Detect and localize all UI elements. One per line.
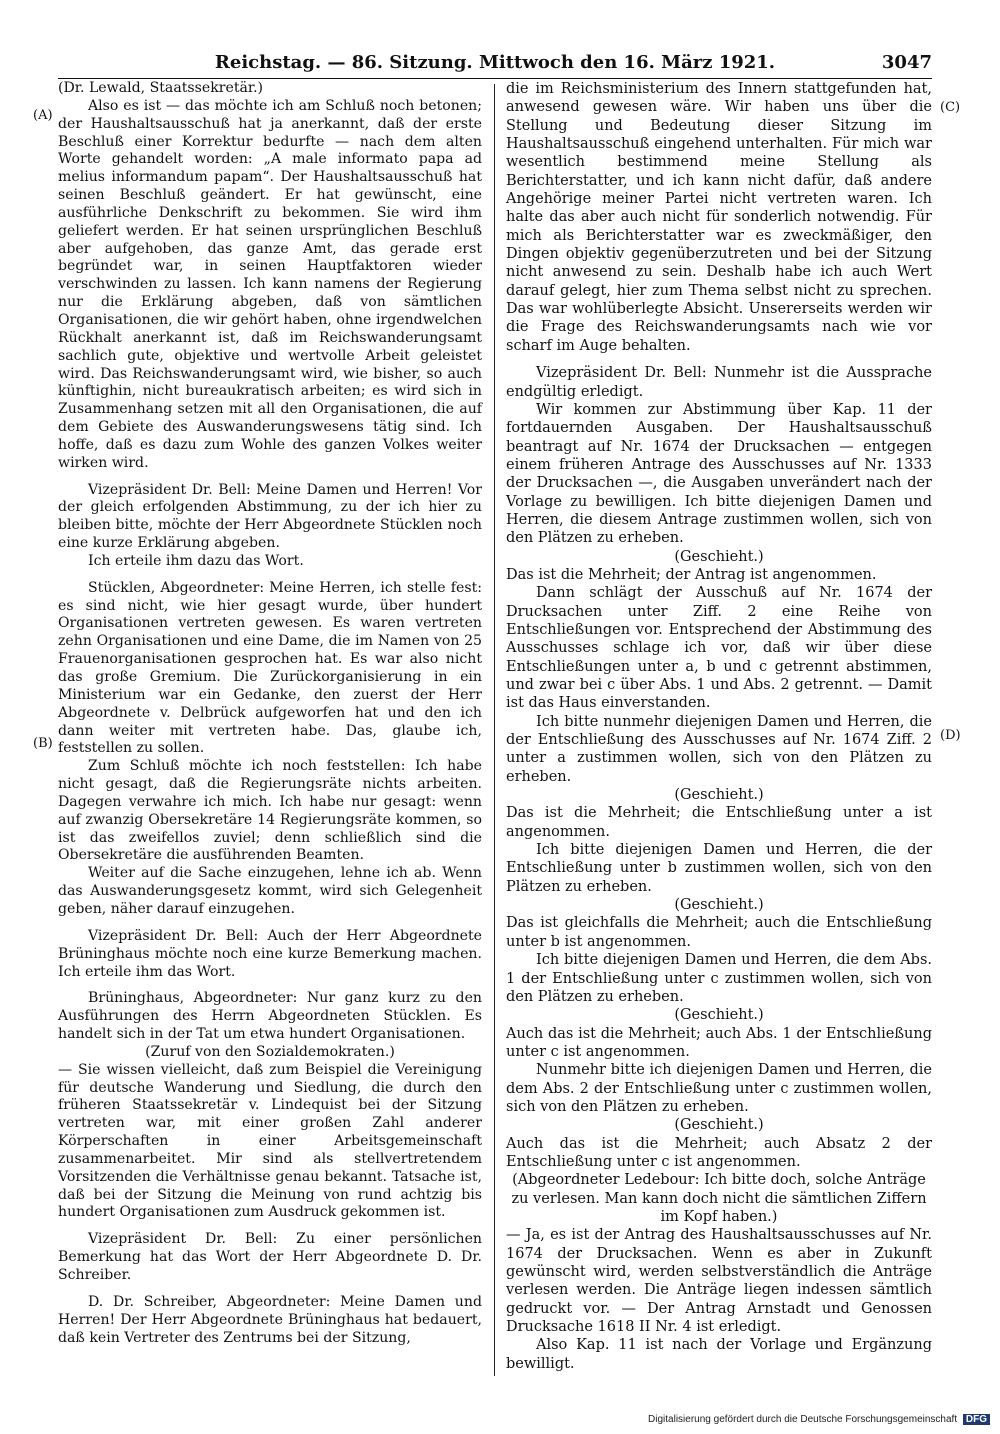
paragraph: Das ist gleichfalls die Mehrheit; auch die Entschließung unter b ist angenommen. bbox=[506, 915, 932, 950]
column-divider bbox=[494, 84, 495, 1376]
digitization-credit bbox=[648, 1414, 990, 1425]
credit-text: Digitalisierung gefördert durch die Deutsche Forschungsgemeinschaft bbox=[648, 1414, 958, 1425]
right-column bbox=[506, 80, 932, 1373]
running-title: Reichstag. — 86. Sitzung. Mittwoch den 16. März 1921. bbox=[214, 52, 776, 73]
interjection: (Geschieht.) bbox=[674, 548, 764, 565]
paragraph: — Ja, es ist der Antrag des Haushaltsausschusses auf Nr. 1674 der Drucksachen. Wenn es aber in Zukunft gewünscht wird, werden selbstverständlich die Anträge verlesen werden. Die Anträge liegen indessen sämtlich gedruckt vor. — Der Antrag Arnstadt und Genossen Drucksache 1618 II Nr. 4 ist erledigt. bbox=[506, 1227, 932, 1336]
interjection: (Geschieht.) bbox=[674, 1117, 764, 1134]
paragraph: Ich bitte diejenigen Damen und Herren, die dem Abs. 1 der Entschließung unter c zustimmen wollen, sich von den Plätzen zu erheben. bbox=[506, 952, 932, 1005]
paragraph: Das ist die Mehrheit; der Antrag ist angenommen. bbox=[506, 566, 877, 583]
paragraph: Vizepräsident Dr. Bell: Nunmehr ist die Aussprache endgültig erledigt. bbox=[506, 365, 932, 400]
paragraph: Nunmehr bitte ich diejenigen Damen und Herren, die dem Abs. 2 der Entschließung unter c zustimmen wollen, sich von den Plätzen zu erheben. bbox=[506, 1062, 932, 1115]
margin-mark-d: (D) bbox=[940, 728, 961, 743]
paragraph: Das ist die Mehrheit; die Entschließung unter a ist angenommen. bbox=[506, 805, 932, 840]
paragraph: Vizepräsident Dr. Bell: Meine Damen und Herren! Vor der gleich erfolgenden Abstimmung, zu der ich hier zu bleiben bitte, möchte der Herr Abgeordnete Stücklen noch eine kurze Erklärung abgeben. bbox=[58, 481, 482, 552]
interjection: (Zuruf von den Sozialdemokraten.) bbox=[145, 1043, 395, 1060]
paragraph: Ich bitte diejenigen Damen und Herren, die der Entschließung unter b zustimmen wollen, sich von den Plätzen zu erheben. bbox=[506, 842, 932, 895]
page-number: 3047 bbox=[881, 52, 932, 73]
paragraph: die im Reichsministerium des Innern stattgefunden hat, anwesend gewesen wäre. Wir haben uns über die Stellung und Bedeutung dieser Sitzung im Haushaltsausschuß eingehend unterhalten. Für mich war wesentlich bestimmend meine Stellung als Berichterstatter, und ich kann nicht dafür, daß andere Angehörige meiner Partei nicht vertreten waren. Ich halte das aber auch nicht für sonderlich notwendig. Für mich als Berichterstatter war es zweckmäßiger, den Dingen objektiv gegenüberzutreten und bei der Sitzung nicht anwesend zu sein. Deshalb habe ich auch Wert darauf gelegt, hier zum Thema selbst nicht zu sprechen. Das war wohlüberlegte Absicht. Unsererseits werden wir die Frage des Reichswanderungsamts nach wie vor scharf im Auge behalten. bbox=[506, 81, 932, 354]
margin-mark-a: (A) bbox=[33, 108, 53, 123]
paragraph: — Sie wissen vielleicht, daß zum Beispiel die Vereinigung für deutsche Wanderung und Siedlung, die durch den früheren Staatssekretär v. Lindequist bei der Sitzung vertreten war, mit einer großen Zahl anderer Körperschaften in einer Arbeitsgemeinschaft zusammenarbeitet. Mir sind als stellvertretendem Vorsitzenden die Verhältnisse genau bekannt. Tatsache ist, daß bei der Sitzung die Meinung von rund achtzig bis hundert Organisationen zum Ausdruck gekommen ist. bbox=[58, 1061, 482, 1221]
paragraph: Weiter auf die Sache einzugehen, lehne ich ab. Wenn das Auswanderungsgesetz kommt, wird sich Gelegenheit geben, näher darauf einzugehen. bbox=[58, 865, 482, 917]
paragraph: Also es ist — das möchte ich am Schluß noch betonen; der Haushaltsausschuß hat ja anerkannt, daß der erste Beschluß einer Korrektur bedurfte — nach dem alten Worte gehandelt worden: „A male informato papa ad melius informandum papam“. Der Haushaltsausschuß hat seinen Beschluß geändert. Er hat gewünscht, eine ausführliche Denkschrift zu bekommen. Sie wird ihm geliefert werden. Er hat seinen ursprünglichen Beschluß aber aufgehoben, das ganze Amt, das gerade erst begründet war, in seinen Hauptfaktoren wieder verschwinden zu lassen. Ich kann namens der Regierung nur die Erklärung abgeben, daß von sämtlichen Organisationen, die wir gehört haben, ohne irgendwelchen Rückhalt anerkannt ist, daß im Reichswanderungsamt sachlich gute, objektive und wertvolle Arbeit geleistet wird. Das Reichswanderungsamt wird, wie bisher, so auch künftighin, nicht bureaukratisch arbeiten; es wird sich in Zusammenhang setzen mit all den Organisationen, die auf dem Gebiete des Auswanderungswesens tätig sind. Ich hoffe, daß es dazu zum Wohle des ganzen Volkes weiter wirken wird. bbox=[58, 97, 482, 471]
interjection: (Geschieht.) bbox=[674, 897, 764, 914]
page-header bbox=[58, 48, 932, 79]
paragraph: Stücklen, Abgeordneter: Meine Herren, ich stelle fest: es sind nicht, wie hier gesagt wurde, über hundert Organisationen vertreten gewesen. Es waren vertreten zehn Organisationen und eine Dame, die im Namen von 25 Frauenorganisationen gesprochen hat. Es war also nicht das große Gremium. Die Zurückorganisierung in ein Ministerium war ein Gedanke, den zuerst der Herr Abgeordnete v. Delbrück aufgeworfen hat und den ich dann weiter mit vertreten habe. Das, glaube ich, feststellen zu sollen. bbox=[58, 579, 482, 757]
margin-mark-c: (C) bbox=[940, 100, 961, 115]
paragraph: Dann schlägt der Ausschuß auf Nr. 1674 der Drucksachen unter Ziff. 2 eine Reihe von Entschließungen vor. Entsprechend der Abstimmung des Ausschusses schlage ich vor, daß wir über diese Entschließungen unter a, b und c getrennt abstimmen, und zwar bei c über Abs. 1 und Abs. 2 getrennt. — Damit ist das Haus einverstanden. bbox=[506, 585, 932, 712]
paragraph: Vizepräsident Dr. Bell: Zu einer persönlichen Bemerkung hat das Wort der Herr Abgeordnete D. Dr. Schreiber. bbox=[58, 1231, 482, 1283]
paragraph: Ich bitte nunmehr diejenigen Damen und Herren, die der Entschließung des Ausschusses auf Nr. 1674 Ziff. 2 unter a zustimmen wollen, sich von den Plätzen zu erheben. bbox=[506, 713, 932, 785]
interjection: (Geschieht.) bbox=[674, 1007, 764, 1024]
margin-mark-b: (B) bbox=[33, 736, 53, 751]
paragraph: Vizepräsident Dr. Bell: Auch der Herr Abgeordnete Brüninghaus möchte noch eine kurze Bemerkung machen. Ich erteile ihm das Wort. bbox=[58, 927, 482, 980]
paragraph: Ich erteile ihm dazu das Wort. bbox=[88, 552, 304, 569]
speaker-continuation: (Dr. Lewald, Staatssekretär.) bbox=[58, 80, 264, 96]
paragraph: Also Kap. 11 ist nach der Vorlage und Ergänzung bewilligt. bbox=[506, 1337, 932, 1372]
interjection: (Abgeordneter Ledebour: Ich bitte doch, solche Anträge zu verlesen. Man kann doch nicht die sämtlichen Ziffern im Kopf haben.) bbox=[511, 1172, 927, 1225]
interjection: (Geschieht.) bbox=[674, 787, 764, 804]
left-column bbox=[58, 80, 482, 1347]
dfg-logo: DFG bbox=[963, 1414, 990, 1425]
paragraph: D. Dr. Schreiber, Abgeordneter: Meine Damen und Herren! Der Herr Abgeordnete Brüninghaus hat bedauert, daß kein Vertreter des Zentrums bei der Sitzung, bbox=[58, 1293, 482, 1346]
paragraph: Auch das ist die Mehrheit; auch Abs. 1 der Entschließung unter c ist angenommen. bbox=[506, 1025, 932, 1060]
paragraph: Wir kommen zur Abstimmung über Kap. 11 der fortdauernden Ausgaben. Der Haushaltsausschuß beantragt auf Nr. 1674 der Drucksachen — entgegen einem früheren Antrage des Ausschusses auf Nr. 1333 der Drucksachen —, die Ausgaben unverändert nach der Vorlage zu bewilligen. Ich bitte diejenigen Damen und Herren, die diesem Antrage zustimmen wollen, sich von den Plätzen zu erheben. bbox=[506, 401, 932, 547]
paragraph: Brüninghaus, Abgeordneter: Nur ganz kurz zu den Ausführungen des Herrn Abgeordneten Stücklen. Es handelt sich in der Tat um etwa hundert Organisationen. bbox=[58, 990, 482, 1043]
paragraph: Zum Schluß möchte ich noch feststellen: Ich habe nicht gesagt, daß die Regierungsräte nichts arbeiten. Dagegen verwahre ich mich. Ich habe nur gesagt: wenn auf zwanzig Obersekretäre 14 Regierungsräte kommen, so ist das zweifellos zuviel; denn schließlich sind die Obersekretäre die ausführenden Beamten. bbox=[58, 758, 482, 864]
paragraph: Auch das ist die Mehrheit; auch Absatz 2 der Entschließung unter c ist angenommen. bbox=[506, 1135, 932, 1170]
